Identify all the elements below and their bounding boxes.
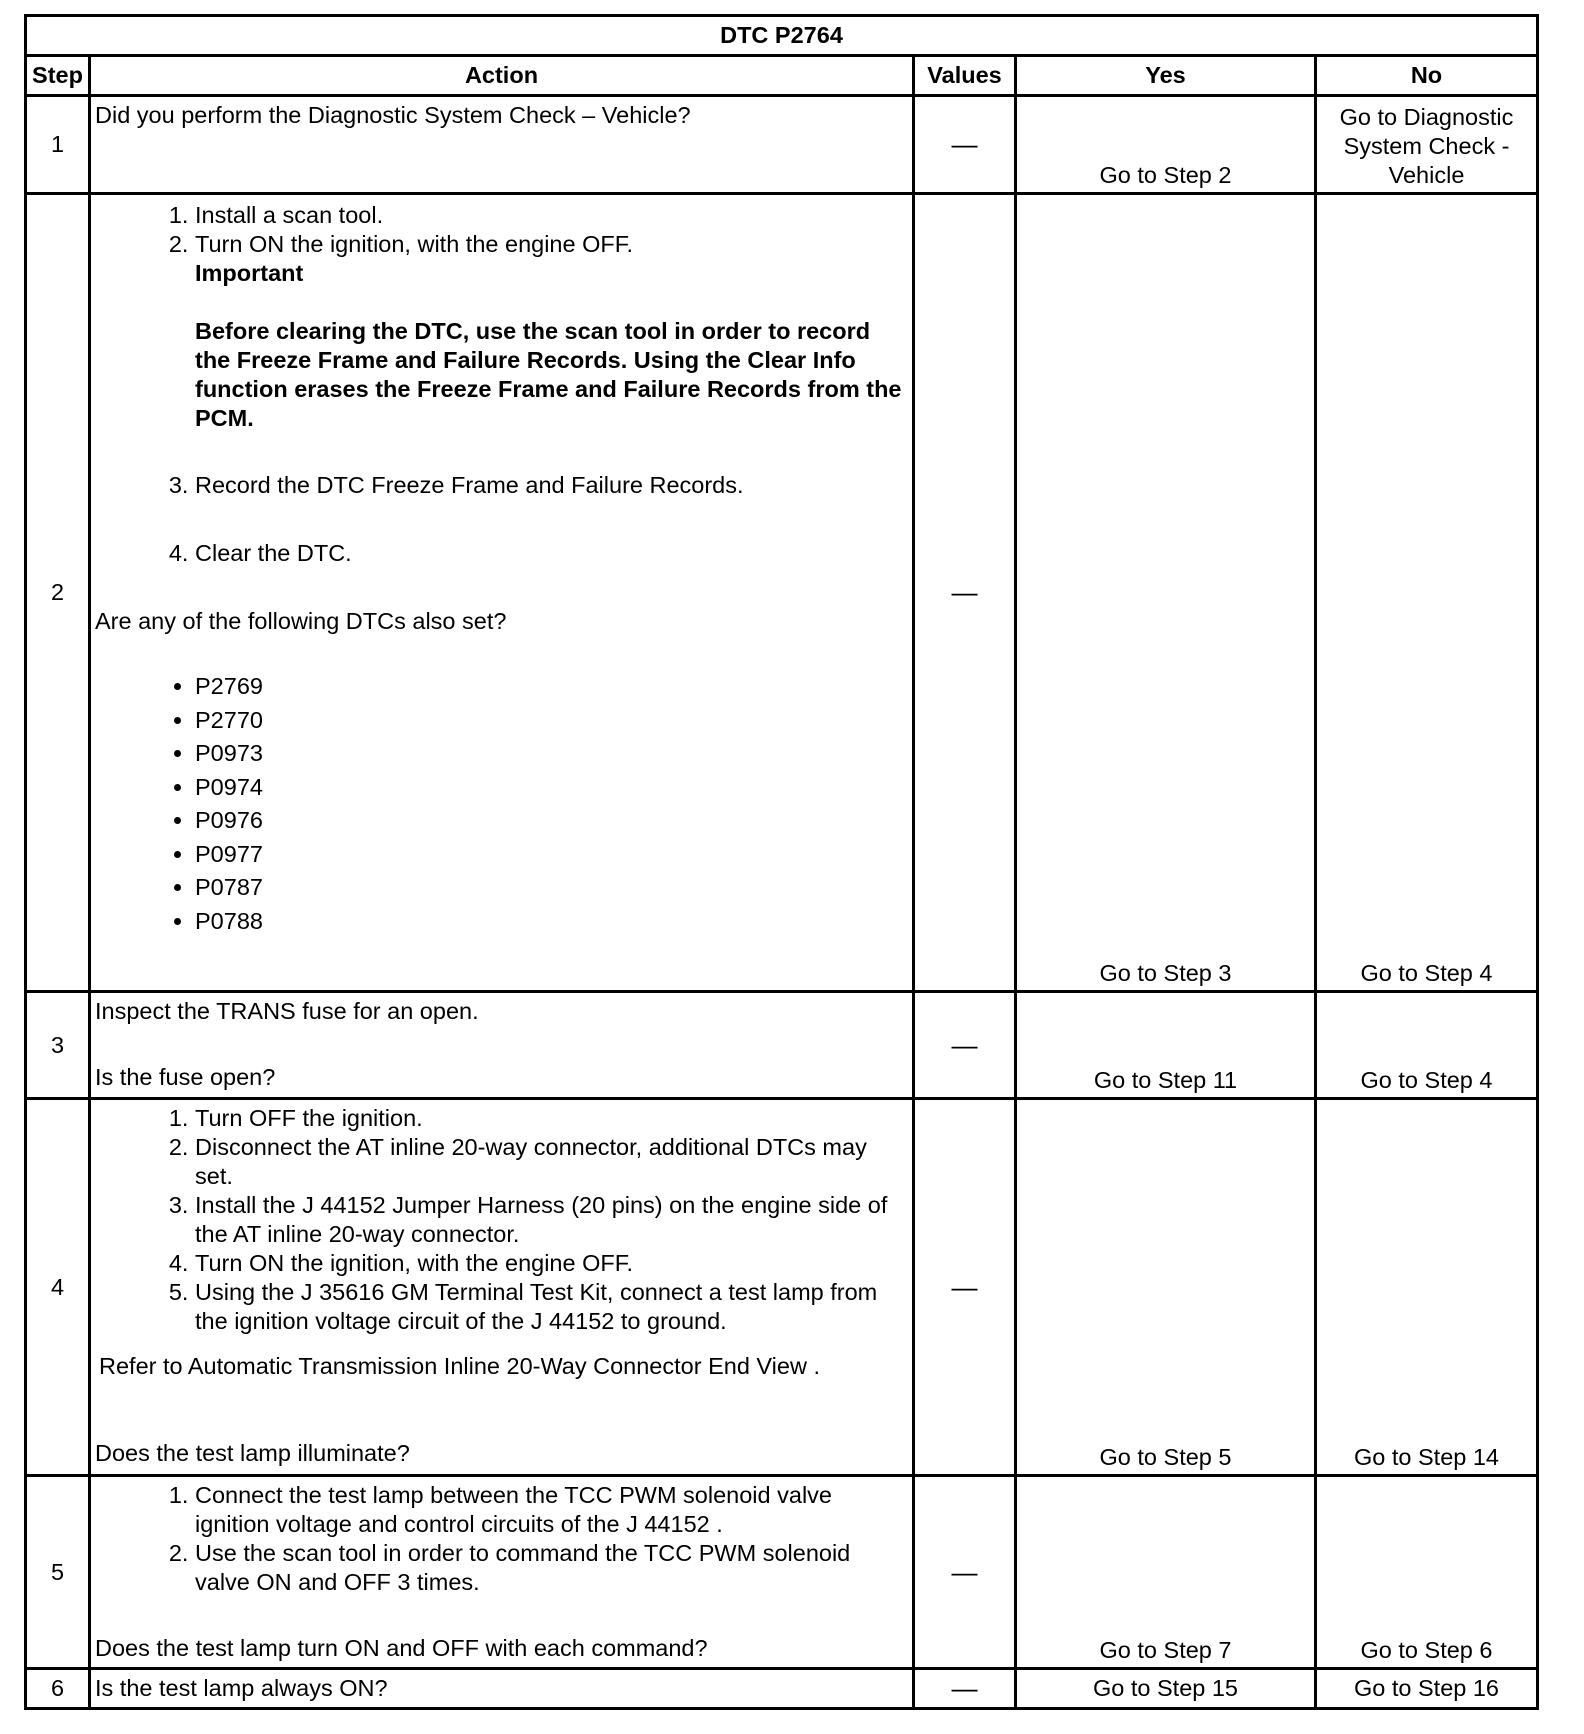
action-step: 3. Record the DTC Freeze Frame and Failure Records.: [195, 471, 906, 500]
action-step: 1. Connect the test lamp between the TCC PWM solenoid valve ignition voltage and control circuits of the J 44152 .: [195, 1481, 906, 1539]
yes-result: Go to Step 3: [1016, 194, 1316, 992]
action-step: 3. Install the J 44152 Jumper Harness (20 pins) on the engine side of the AT inline 20-way connector.: [195, 1191, 906, 1249]
action-step: 2. Disconnect the AT inline 20-way connector, additional DTCs may set.: [195, 1133, 906, 1191]
action-steps: [95, 1104, 906, 1336]
action-cell: [90, 1476, 914, 1669]
yes-result: Go to Step 15: [1016, 1669, 1316, 1709]
step-number: 1: [26, 96, 90, 194]
values-cell: —: [914, 194, 1016, 992]
table-row-step-2: [26, 194, 1538, 992]
list-item: • P0976: [195, 804, 906, 838]
values-cell: —: [914, 96, 1016, 194]
action-step: [195, 230, 906, 433]
list-item: • P0973: [195, 737, 906, 771]
no-result: Go to Step 4: [1316, 194, 1538, 992]
action-cell: [90, 1669, 914, 1709]
action-step: 1. Install a scan tool.: [195, 201, 906, 230]
dtc-list: [95, 670, 906, 938]
important-note: Before clearing the DTC, use the scan tool in order to record the Freeze Frame and Failure Records. Using the Clear Info function erases the Freeze Frame and Failure Records from the PCM.: [195, 318, 902, 431]
step-number: 3: [26, 992, 90, 1099]
dtc-table: [24, 14, 1539, 1710]
action-question: Does the test lamp illuminate?: [95, 1440, 410, 1466]
header-yes: Yes: [1016, 56, 1316, 96]
table-row-step-6: [26, 1669, 1538, 1709]
action-step: 5. Using the J 35616 GM Terminal Test Kit, connect a test lamp from the ignition voltage circuit of the J 44152 to ground.: [195, 1278, 906, 1336]
dtc-table-sheet: [24, 14, 1536, 1710]
header-action: Action: [90, 56, 914, 96]
list-item: • P0977: [195, 838, 906, 872]
list-item: • P2769: [195, 670, 906, 704]
action-step-text: Turn ON the ignition, with the engine OFF.: [195, 231, 634, 257]
action-cell: [90, 1099, 914, 1476]
action-step: 4. Clear the DTC.: [195, 539, 906, 568]
refer-link[interactable]: Refer to Automatic Transmission Inline 20-Way Connector End View .: [99, 1353, 820, 1379]
action-steps: [95, 201, 906, 433]
list-item: • P0788: [195, 905, 906, 939]
values-cell: —: [914, 992, 1016, 1099]
important-title: Important: [195, 260, 304, 286]
action-question: Does the test lamp turn ON and OFF with each command?: [95, 1635, 708, 1661]
yes-result: Go to Step 7: [1016, 1476, 1316, 1669]
values-cell: —: [914, 1476, 1016, 1669]
values-cell: —: [914, 1669, 1016, 1709]
action-question: Did you perform the Diagnostic System Check – Vehicle?: [95, 102, 691, 128]
step-number: 2: [26, 194, 90, 992]
action-cell: [90, 194, 914, 992]
action-steps-continued: [95, 471, 906, 568]
action-text: Inspect the TRANS fuse for an open.: [95, 998, 479, 1024]
step-number: 5: [26, 1476, 90, 1669]
action-question: Is the fuse open?: [95, 1064, 276, 1090]
action-question: Are any of the following DTCs also set?: [95, 608, 507, 634]
action-cell: [90, 992, 914, 1099]
values-cell: —: [914, 1099, 1016, 1476]
no-result: Go to Step 16: [1316, 1669, 1538, 1709]
action-step: 1. Turn OFF the ignition.: [195, 1104, 906, 1133]
table-title: DTC P2764: [26, 16, 1538, 56]
list-item: • P0787: [195, 871, 906, 905]
action-cell: [90, 96, 914, 194]
no-result: Go to Step 4: [1316, 992, 1538, 1099]
table-row-step-4: [26, 1099, 1538, 1476]
step-number: 4: [26, 1099, 90, 1476]
no-result: Go to Step 14: [1316, 1099, 1538, 1476]
step-number: 6: [26, 1669, 90, 1709]
table-row-step-5: [26, 1476, 1538, 1669]
yes-result: Go to Step 2: [1016, 96, 1316, 194]
list-item: • P2770: [195, 704, 906, 738]
list-item: • P0974: [195, 771, 906, 805]
no-result: Go to Diagnostic System Check - Vehicle: [1316, 96, 1538, 194]
no-result: Go to Step 6: [1316, 1476, 1538, 1669]
table-row-step-1: [26, 96, 1538, 194]
table-row-step-3: [26, 992, 1538, 1099]
action-steps: [95, 1481, 906, 1597]
action-step: 4. Turn ON the ignition, with the engine OFF.: [195, 1249, 906, 1278]
yes-result: Go to Step 5: [1016, 1099, 1316, 1476]
header-step: Step: [26, 56, 90, 96]
yes-result: Go to Step 11: [1016, 992, 1316, 1099]
header-values: Values: [914, 56, 1016, 96]
action-question: Is the test lamp always ON?: [95, 1675, 388, 1701]
header-row: [26, 56, 1538, 96]
header-no: No: [1316, 56, 1538, 96]
action-step: 2. Use the scan tool in order to command the TCC PWM solenoid valve ON and OFF 3 times.: [195, 1539, 906, 1597]
